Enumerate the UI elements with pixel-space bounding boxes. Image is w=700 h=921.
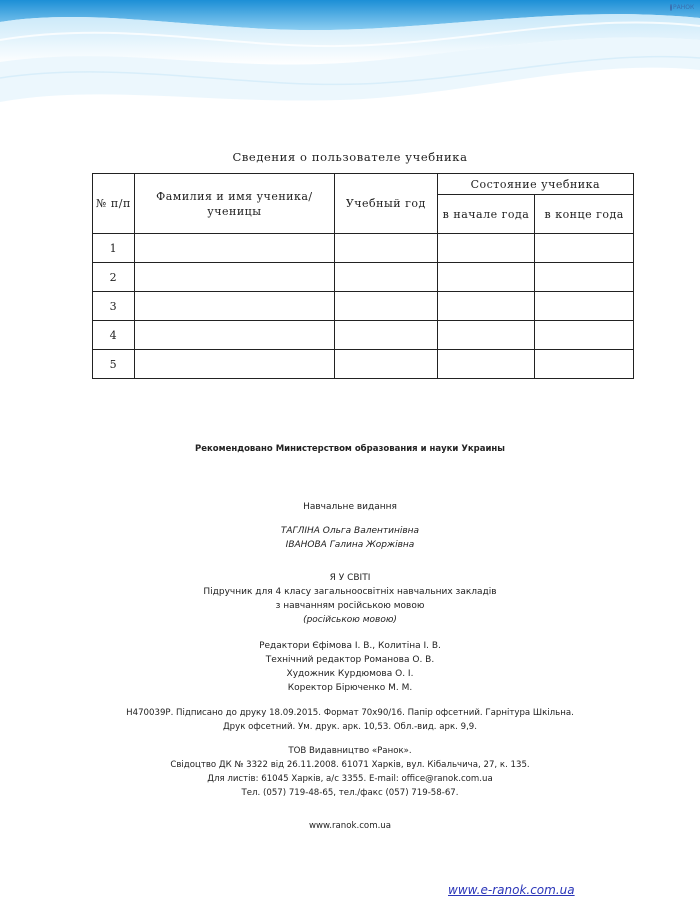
year-cell (334, 321, 437, 350)
state-end-cell (535, 321, 634, 350)
publisher-line: Свідоцтво ДК № 3322 від 26.11.2008. 61071 Харків, вул. Кібальчича, 27, к. 135. (170, 760, 530, 770)
publisher-line: ТОВ Видавництво «Ранок». (288, 746, 412, 756)
header-state-start: в начале года (437, 195, 535, 234)
row-number: 5 (93, 350, 135, 379)
publisher-badge-icon: РАНОК (670, 2, 694, 12)
table-row (93, 321, 634, 350)
book-description-line: з навчанням російською мовою (275, 601, 425, 611)
year-cell (334, 263, 437, 292)
year-cell (334, 292, 437, 321)
state-end-cell (535, 350, 634, 379)
print-info-line: Друк офсетний. Ум. друк. арк. 10,53. Обл.-вид. арк. 9,9. (222, 722, 478, 732)
name-cell (134, 292, 334, 321)
ministry-recommendation: Рекомендовано Министерством образования и науки Украины (195, 444, 505, 454)
header-wave-decoration (0, 0, 700, 120)
table-header-row (93, 174, 634, 195)
row-number: 2 (93, 263, 135, 292)
book-description-line: Підручник для 4 класу загальноосвітніх навчальних закладів (203, 587, 497, 597)
year-cell (334, 350, 437, 379)
state-end-cell (535, 234, 634, 263)
state-start-cell (437, 263, 535, 292)
publisher-line: Тел. (057) 719-48-65, тел./факс (057) 719-58-67. (241, 788, 459, 798)
credit-line: Редактори Єфімова І. В., Колитіна І. В. (259, 641, 441, 651)
row-number: 4 (93, 321, 135, 350)
table-row (93, 234, 634, 263)
name-cell (134, 321, 334, 350)
footer-website-link[interactable]: www.e-ranok.com.ua (448, 883, 575, 897)
header-state: Состояние учебника (437, 174, 633, 195)
table-row (93, 263, 634, 292)
table-row (93, 350, 634, 379)
header-number: № п/п (93, 174, 135, 234)
state-end-cell (535, 263, 634, 292)
print-info-line: Н470039Р. Підписано до друку 18.09.2015. Формат 70х90/16. Папір офсетний. Гарнітура Шкільна. (126, 708, 574, 718)
name-cell (134, 350, 334, 379)
header-name: Фамилия и имя ученика/ученицы (134, 174, 334, 234)
credit-line: Коректор Бірюченко М. М. (287, 683, 413, 693)
book-description-line: (російською мовою) (303, 615, 397, 625)
header-state-end: в конце года (535, 195, 634, 234)
year-cell (334, 234, 437, 263)
table-title: Сведения о пользователе учебника (232, 150, 468, 164)
state-start-cell (437, 292, 535, 321)
author-line: ТАГЛІНА Ольга Валентинівна (280, 526, 420, 536)
row-number: 3 (93, 292, 135, 321)
state-start-cell (437, 321, 535, 350)
state-start-cell (437, 350, 535, 379)
publisher-line: Для листів: 61045 Харків, а/с 3355. E-mail: office@ranok.com.ua (207, 774, 493, 784)
credit-line: Художник Курдюмова О. І. (286, 669, 414, 679)
table-row (93, 292, 634, 321)
name-cell (134, 263, 334, 292)
textbook-user-table (92, 173, 634, 379)
credit-line: Технічний редактор Романова О. В. (265, 655, 435, 665)
author-line: ІВАНОВА Галина Жоржівна (285, 540, 415, 550)
row-number: 1 (93, 234, 135, 263)
edition-type: Навчальне видання (303, 502, 397, 512)
name-cell (134, 234, 334, 263)
header-year: Учебный год (334, 174, 437, 234)
state-start-cell (437, 234, 535, 263)
state-end-cell (535, 292, 634, 321)
publisher-website: www.ranok.com.ua (308, 821, 392, 831)
book-title: Я У СВІТІ (329, 573, 371, 583)
